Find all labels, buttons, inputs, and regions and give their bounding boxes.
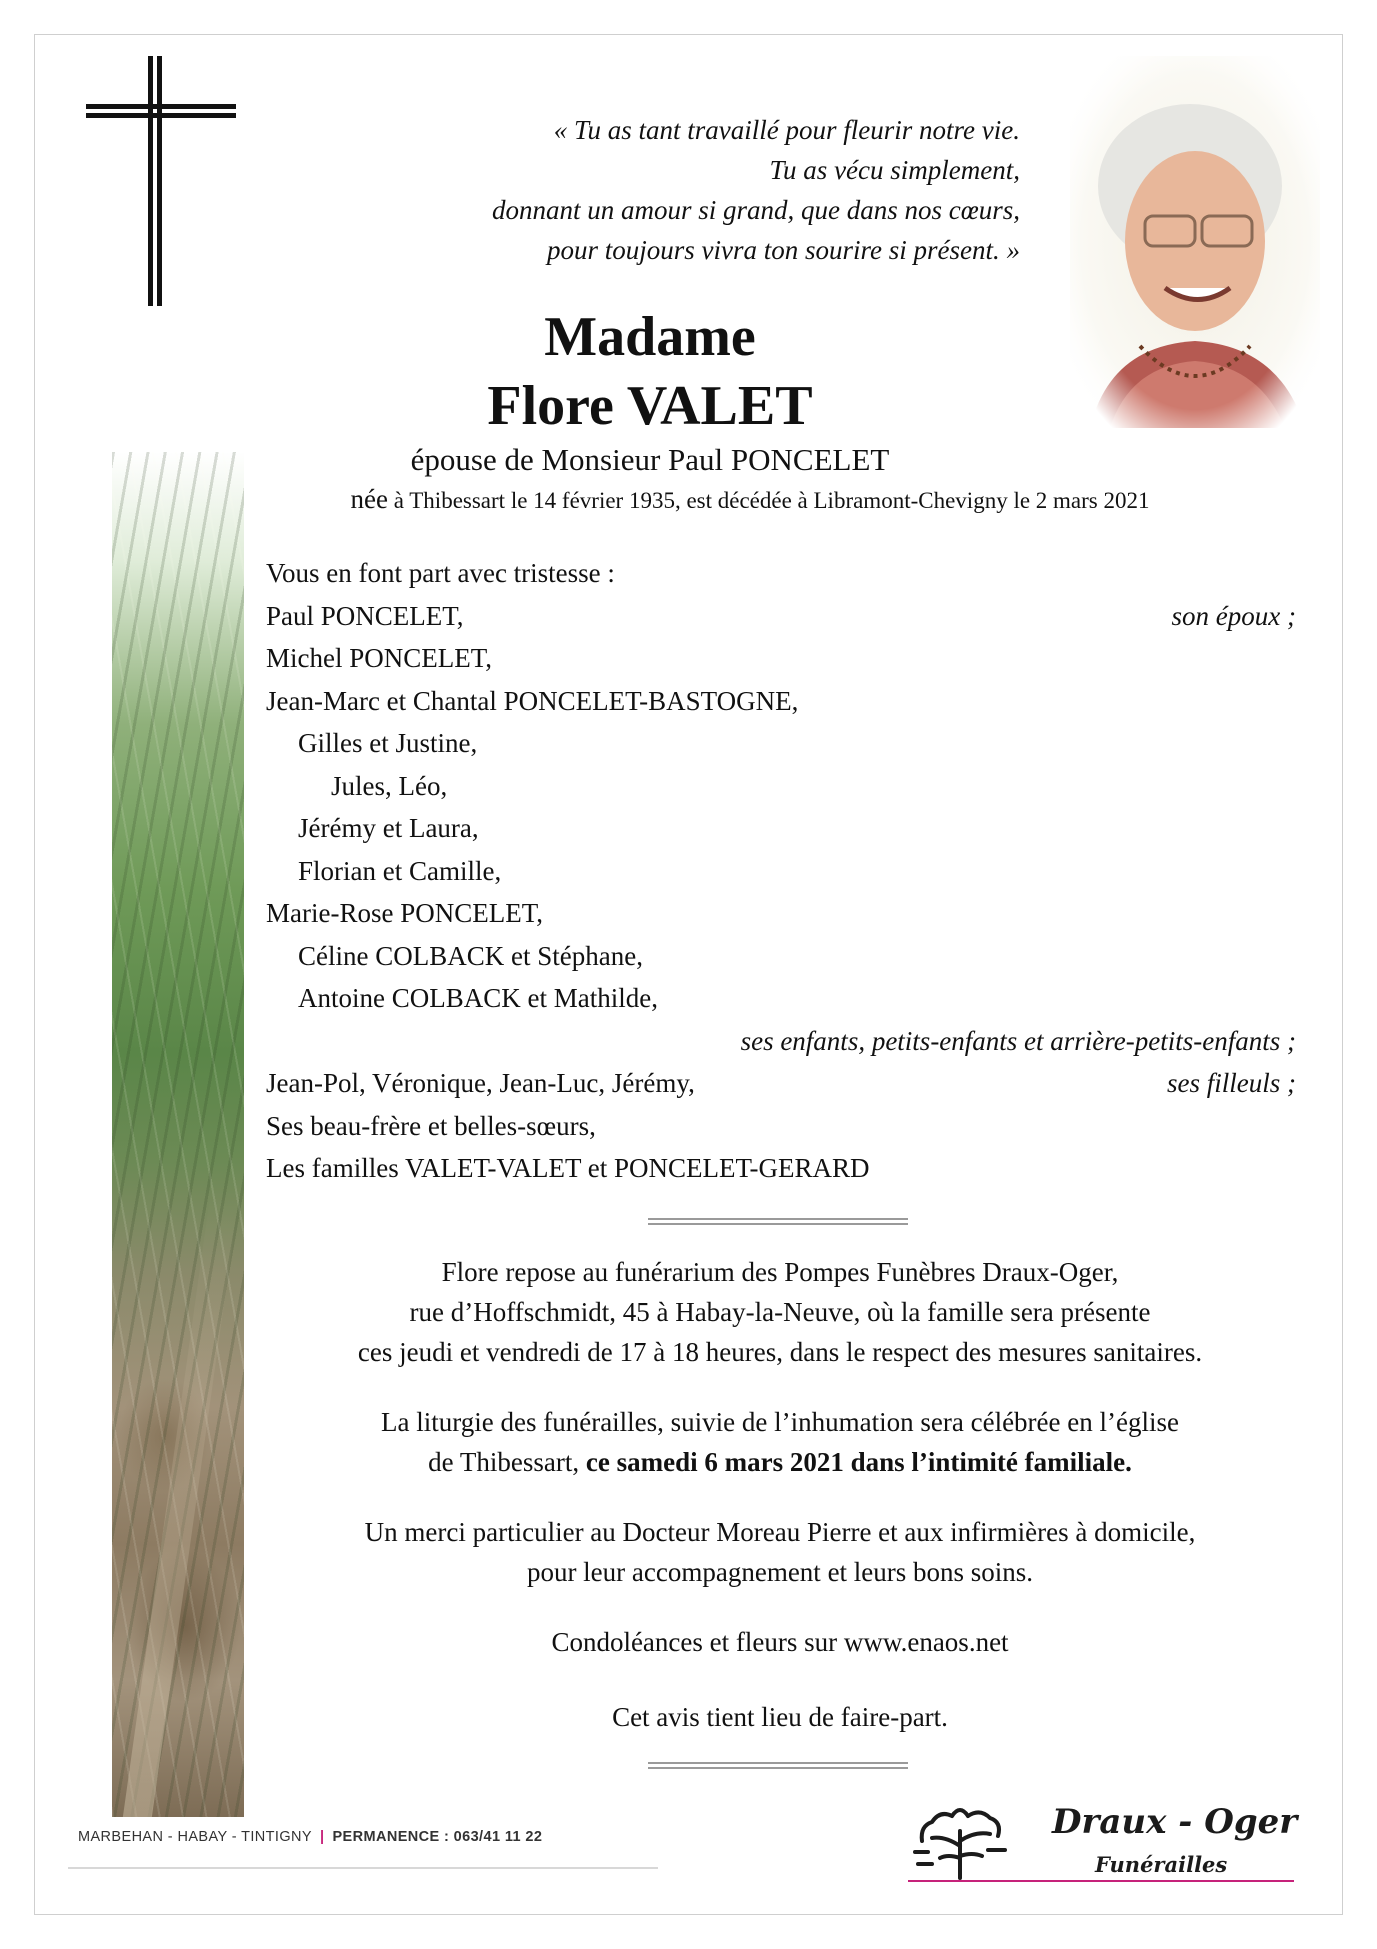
brand-rule <box>908 1880 1294 1882</box>
family-line: Jérémy et Laura, <box>298 813 479 843</box>
brand-name: Draux - Oger <box>1052 1802 1298 1842</box>
brand-subtitle: Funérailles <box>1095 1852 1228 1877</box>
family-line: Les familles VALET-VALET et PONCELET-GERARD <box>266 1153 870 1183</box>
relation-label: son époux ; <box>1171 600 1296 631</box>
info-line <box>250 1442 1310 1482</box>
quote-line: donnant un amour si grand, que dans nos cœurs, <box>491 195 1020 225</box>
footer-rule <box>68 1867 658 1869</box>
footer-permanence: PERMANENCE : 063/41 11 22 <box>332 1829 543 1845</box>
forest-path-image <box>112 452 244 1817</box>
birth-death-text: à Thibessart le 14 février 1935, est décédée à Libramont-Chevigny le 2 mars 2021 <box>387 488 1150 513</box>
family-list <box>266 552 1296 1190</box>
relation-label: ses filleuls ; <box>1167 1068 1296 1098</box>
cross-icon <box>86 56 236 306</box>
info-line: Flore repose au funérarium des Pompes Funèbres Draux-Oger, <box>441 1257 1119 1287</box>
notice-info: Cet avis tient lieu de faire-part. <box>612 1702 948 1732</box>
family-member: Paul PONCELET, <box>266 600 464 631</box>
footer-pipe: | <box>319 1829 325 1845</box>
portrait-photo <box>1070 56 1320 428</box>
spouse-line: épouse de Monsieur Paul PONCELET <box>410 442 890 477</box>
family-line: Antoine COLBACK et Mathilde, <box>298 983 658 1013</box>
family-line: Marie-Rose PONCELET, <box>266 898 543 928</box>
birth-death-line <box>250 483 1250 517</box>
tree-logo-icon <box>910 1786 1010 1882</box>
family-line: Gilles et Justine, <box>298 728 478 758</box>
footer-contact <box>78 1829 542 1845</box>
quote-line: « Tu as tant travaillé pour fleurir notre vie. <box>553 115 1020 145</box>
deceased-name: Flore VALET <box>487 375 813 437</box>
info-line: ces jeudi et vendredi de 17 à 18 heures, dans le respect des mesures sanitaires. <box>357 1337 1203 1367</box>
separator <box>648 1762 908 1769</box>
thanks-info <box>250 1512 1310 1592</box>
liturgy-info <box>250 1402 1310 1482</box>
liturgy-date: ce samedi 6 mars 2021 dans l’intimité familiale. <box>585 1447 1132 1477</box>
condolences-info: Condoléances et fleurs sur www.enaos.net <box>551 1627 1009 1657</box>
nee-word: née <box>350 484 388 514</box>
family-line: Florian et Camille, <box>298 855 502 886</box>
quote-line: Tu as vécu simplement, <box>769 155 1020 185</box>
info-line: Un merci particulier au Docteur Moreau Pierre et aux infirmières à domicile, <box>364 1517 1196 1547</box>
info-line: rue d’Hoffschmidt, 45 à Habay-la-Neuve, où la famille sera présente <box>409 1297 1151 1327</box>
family-line: Jules, Léo, <box>331 770 448 801</box>
memorial-quote <box>300 110 1020 270</box>
family-line <box>266 595 1296 638</box>
quote-line: pour toujours vivra ton sourire si présent. » <box>546 235 1020 265</box>
funerarium-info <box>250 1252 1310 1372</box>
family-line: Jean-Marc et Chantal PONCELET-BASTOGNE, <box>266 685 799 716</box>
relation-label: ses enfants, petits-enfants et arrière-petits-enfants ; <box>740 1025 1296 1056</box>
family-line: Céline COLBACK et Stéphane, <box>298 940 643 971</box>
liturgy-place: de Thibessart, <box>428 1447 586 1477</box>
separator <box>648 1218 908 1225</box>
deceased-title: Madame <box>544 306 756 368</box>
family-member: Jean-Pol, Véronique, Jean-Luc, Jérémy, <box>266 1068 695 1098</box>
family-line: Ses beau-frère et belles-sœurs, <box>266 1110 596 1141</box>
family-intro: Vous en font part avec tristesse : <box>266 558 615 588</box>
family-line: Michel PONCELET, <box>266 643 492 673</box>
info-line: La liturgie des funérailles, suivie de l’inhumation sera célébrée en l’église <box>381 1407 1179 1437</box>
footer-locations: MARBEHAN - HABAY - TINTIGNY <box>78 1829 312 1845</box>
info-line: pour leur accompagnement et leurs bons soins. <box>526 1557 1034 1587</box>
family-line <box>266 1062 1296 1105</box>
